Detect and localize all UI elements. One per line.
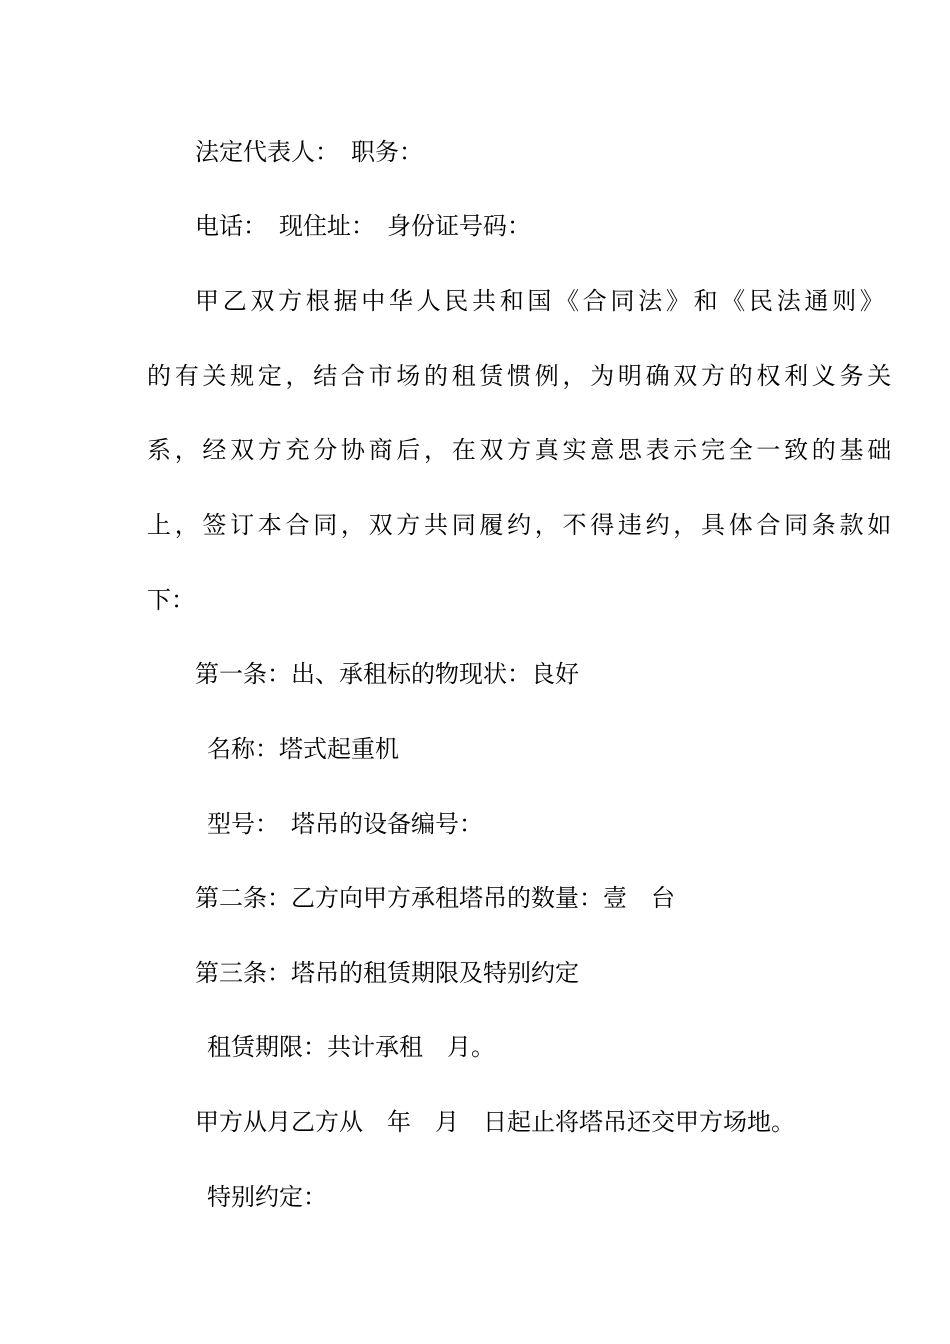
preamble-line-3: 系，经双方充分协商后，在双方真实意思表示完全一致的基础 xyxy=(147,436,895,464)
special-terms-line: 特别约定： xyxy=(207,1183,327,1211)
preamble-line-1: 甲乙双方根据中华人民共和国《合同法》和《民法通则》 xyxy=(195,287,888,315)
lease-term-line: 租赁期限：共计承租 月。 xyxy=(207,1033,495,1061)
preamble-line-4: 上，签订本合同，双方共同履约，不得违约，具体合同条款如 xyxy=(147,511,895,539)
equipment-name-line: 名称：塔式起重机 xyxy=(207,735,399,763)
article-1-heading: 第一条：出、承租标的物现状：良好 xyxy=(195,660,579,688)
equipment-model-line: 型号： 塔吊的设备编号： xyxy=(207,810,483,838)
contact-info-line: 电话： 现住址： 身份证号码： xyxy=(195,212,531,240)
return-date-line: 甲方从月乙方从 年 月 日起止将塔吊还交甲方场地。 xyxy=(195,1108,795,1136)
preamble-line-2: 的有关规定，结合市场的租赁惯例，为明确双方的权利义务关 xyxy=(147,362,895,390)
article-2-heading: 第二条：乙方向甲方承租塔吊的数量：壹 台 xyxy=(195,884,675,912)
preamble-line-5: 下： xyxy=(147,586,195,614)
article-3-heading: 第三条：塔吊的租赁期限及特别约定 xyxy=(195,959,579,987)
legal-representative-line: 法定代表人： 职务： xyxy=(195,138,423,166)
